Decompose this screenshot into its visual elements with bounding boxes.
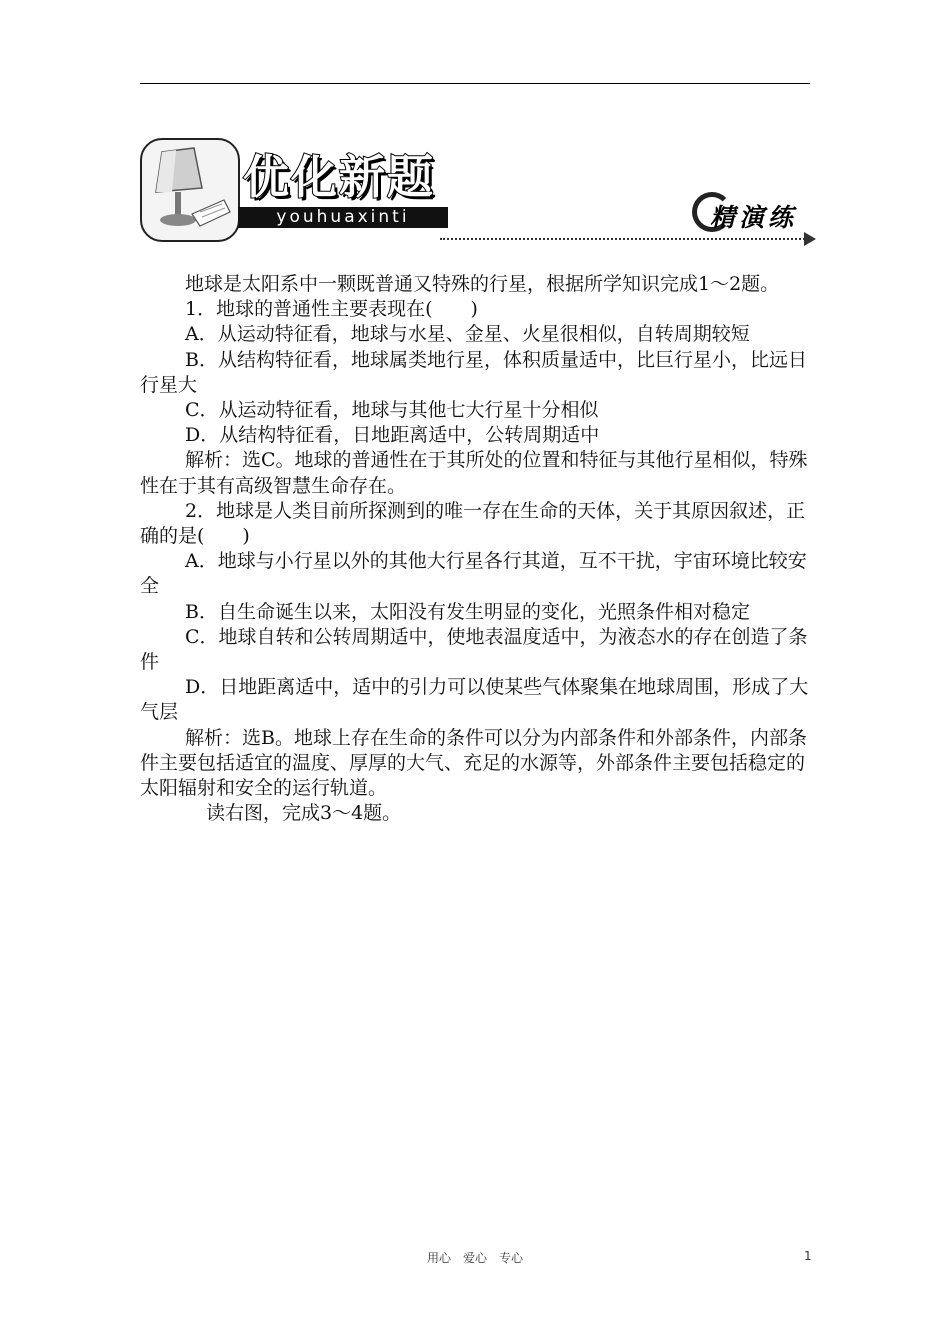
- q1-explanation: 解析：选C。地球的普通性在于其所处的位置和特征与其他行星相似，特殊性在于其有高级智慧生命存在。: [140, 449, 808, 497]
- q1-option-d: D．从结构特征看，日地距离适中，公转周期适中: [185, 424, 600, 447]
- question-1: 1．地球的普通性主要表现在( ): [185, 298, 478, 321]
- practice-label: 精演练: [710, 203, 798, 232]
- page-number: 1: [804, 1249, 812, 1263]
- header-rule: [140, 83, 810, 84]
- q2-option-c: C．地球自转和公转周期适中，使地表温度适中，为液态水的存在创造了条件: [140, 625, 808, 674]
- section-banner: [140, 138, 820, 246]
- banner-subtitle: youhuaxinti: [238, 207, 448, 228]
- q1-option-b: B．从结构特征看，地球属类地行星，体积质量适中，比巨行星小，比远日行星大: [140, 348, 807, 396]
- q1-option-c: C．从运动特征看，地球与其他七大行星十分相似: [185, 399, 599, 422]
- question-2: 2．地球是人类目前所探测到的唯一存在生命的天体，关于其原因叙述，正确的是( ): [140, 499, 806, 548]
- q1-option-a: A．从运动特征看，地球与水星、金星、火星很相似，自转周期较短: [185, 323, 750, 346]
- q2-option-a: A．地球与小行星以外的其他大行星各行其道，互不干扰，宇宙环境比较安全: [140, 550, 807, 598]
- document-body: [140, 272, 812, 826]
- lamp-icon: [140, 138, 240, 242]
- q2-explanation: 解析：选B。地球上存在生命的条件可以分为内部条件和外部条件，内部条件主要包括适宜的温度、厚厚的大气、充足的水源等，外部条件主要包括稳定的太阳辐射和安全的运行轨道。: [140, 726, 807, 800]
- intro-paragraph: 地球是太阳系中一颗既普通又特殊的行星，根据所学知识完成1～2题。: [185, 273, 780, 295]
- figure-instruction: 读右图，完成3～4题。: [206, 802, 402, 825]
- q2-option-b: B．自生命诞生以来，太阳没有发生明显的变化，光照条件相对稳定: [185, 600, 750, 623]
- q2-option-d: D．日地距离适中，适中的引力可以使某些气体聚集在地球周围，形成了大气层: [140, 676, 809, 724]
- banner-title: 优化新题: [243, 150, 435, 204]
- dotted-divider: [440, 238, 805, 240]
- arrow-icon: [804, 232, 816, 246]
- footer-motto: 用心 爱心 专心: [426, 1251, 523, 1265]
